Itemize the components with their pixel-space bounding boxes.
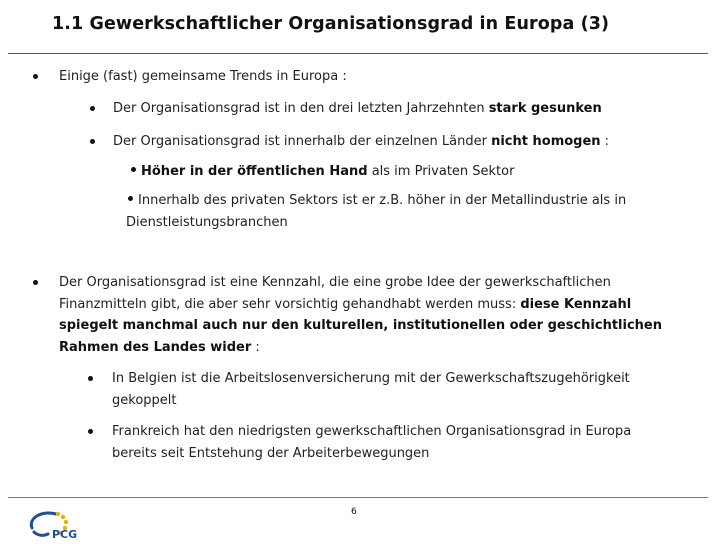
bullet-text: als im Privaten Sektor	[367, 164, 515, 179]
pcg-logo-icon	[24, 506, 94, 540]
bullet-text: gekoppelt	[112, 392, 177, 408]
bullet-text: Der Organisationsgrad ist innerhalb der einzelnen Länder	[113, 134, 492, 149]
bullet-icon	[33, 280, 38, 285]
bullet-frankreich	[112, 421, 708, 464]
bullet-kennzahl	[59, 272, 709, 358]
bullet-trends	[59, 66, 347, 88]
bullet-tail: :	[251, 339, 260, 355]
bullet-emphasis: spiegelt manchmal auch nur den kulturellen, institutionellen oder geschichtlichen	[59, 318, 662, 333]
bullet-emphasis: nicht homogen	[491, 134, 601, 149]
bullet-text: Der Organisationsgrad ist eine Kennzahl, die eine grobe Idee der gewerkschaftlichen	[59, 275, 611, 290]
bullet-line	[112, 421, 708, 443]
bullet-line	[128, 190, 708, 212]
bullet-text: Finanzmitteln gibt, die aber sehr vorsichtig gehandhabt werden muss:	[59, 296, 521, 312]
bullet-line	[59, 337, 709, 359]
footer-divider	[8, 497, 708, 498]
bullet-metallindustrie	[128, 190, 708, 233]
bullet-icon	[33, 74, 38, 79]
bullet-icon	[90, 106, 95, 111]
bullet-line	[112, 390, 708, 412]
bullet-emphasis: diese Kennzahl	[520, 296, 632, 312]
bullet-icon	[88, 376, 93, 381]
slide-title: 1.1 Gewerkschaftlicher Organisationsgrad in Europa (3)	[52, 14, 610, 34]
bullet-text: Einige (fast) gemeinsame Trends in Europa :	[59, 69, 347, 84]
bullet-icon	[88, 429, 93, 434]
page-number: 6	[351, 507, 357, 517]
bullet-line	[59, 272, 709, 294]
bullet-stark-gesunken	[113, 98, 602, 120]
bullet-tail: :	[600, 134, 610, 149]
bullet-nicht-homogen	[113, 131, 609, 153]
bullet-icon	[128, 196, 133, 201]
bullet-line	[112, 368, 708, 390]
bullet-icon	[131, 167, 136, 172]
bullet-line	[112, 443, 708, 465]
bullet-oeffentliche-hand	[131, 161, 514, 183]
bullet-line	[59, 315, 709, 337]
logo-text: PCG	[52, 528, 78, 540]
bullet-emphasis: stark gesunken	[488, 101, 602, 116]
bullet-text: Innerhalb des privaten Sektors ist er z.B. höher in der Metallindustrie als in	[138, 193, 627, 208]
bullet-text: Frankreich hat den niedrigsten gewerkschaftlichen Organisationsgrad in Europa	[112, 424, 632, 439]
bullet-line	[59, 294, 709, 316]
bullet-icon	[90, 139, 95, 144]
bullet-emphasis: Rahmen des Landes wider	[59, 339, 252, 355]
pcg-logo	[24, 506, 94, 544]
bullet-line	[126, 212, 708, 234]
bullet-text: In Belgien ist die Arbeitslosenversicherung mit der Gewerkschaftszugehörigkeit	[112, 371, 630, 386]
bullet-belgien	[112, 368, 708, 411]
title-divider	[8, 53, 708, 54]
bullet-text: Der Organisationsgrad ist in den drei letzten Jahrzehnten	[113, 101, 489, 116]
bullet-text: bereits seit Entstehung der Arbeiterbewegungen	[112, 445, 430, 461]
bullet-text: Dienstleistungsbranchen	[126, 214, 288, 230]
bullet-emphasis: Höher in der öffentlichen Hand	[141, 164, 368, 179]
